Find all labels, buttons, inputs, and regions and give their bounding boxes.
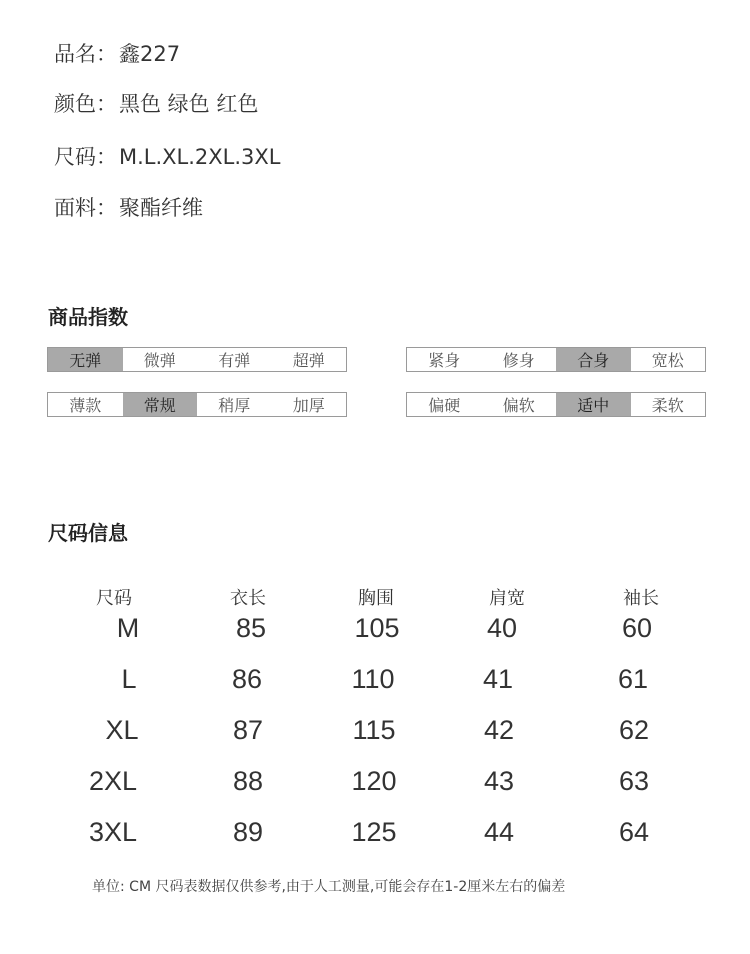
table-cell: 3XL	[88, 817, 138, 847]
scale-option: 柔软	[651, 396, 684, 415]
table-cell: 105	[354, 613, 400, 643]
elasticity-scale	[47, 347, 347, 372]
table-cell: 125	[351, 817, 397, 847]
table-cell: 42	[483, 715, 515, 745]
table-cell: XL	[105, 715, 139, 745]
shoulder-header: 肩宽	[489, 588, 525, 609]
info-label: 颜色：	[54, 92, 117, 116]
info-row-fabric	[54, 192, 203, 222]
table-cell: 43	[483, 766, 515, 796]
scale-option: 偏软	[502, 396, 535, 415]
table-cell: L	[121, 664, 137, 694]
info-value: 黑色 绿色 红色	[119, 92, 259, 116]
sleeve-header: 袖长	[623, 588, 659, 609]
table-cell: 62	[618, 715, 650, 745]
scale-option: 无弹	[48, 348, 123, 371]
scale-option: 薄款	[69, 396, 102, 415]
info-label: 尺码：	[54, 145, 117, 169]
fit-scale	[406, 347, 706, 372]
table-cell: 89	[232, 817, 264, 847]
table-cell: 44	[483, 817, 515, 847]
scale-option: 偏硬	[428, 396, 461, 415]
info-row-name	[54, 38, 180, 68]
table-cell: 64	[618, 817, 650, 847]
size-section-title: 尺码信息	[48, 521, 128, 545]
info-value: 鑫227	[119, 42, 181, 66]
scale-option: 紧身	[428, 351, 461, 370]
table-cell: 41	[482, 664, 514, 694]
table-cell: 120	[351, 766, 397, 796]
scale-option: 加厚	[292, 396, 325, 415]
scale-option: 有弹	[218, 351, 251, 370]
info-value: M.L.XL.2XL.3XL	[119, 145, 281, 169]
size-header: 尺码	[96, 588, 132, 609]
table-cell: 110	[351, 664, 395, 694]
info-label: 面料：	[54, 196, 117, 220]
table-cell: 63	[618, 766, 650, 796]
info-row-size	[54, 141, 281, 171]
scale-option: 微弹	[143, 351, 176, 370]
scale-option: 修身	[502, 351, 535, 370]
table-cell: M	[116, 613, 140, 643]
info-value: 聚酯纤维	[119, 196, 203, 220]
table-cell: 115	[352, 715, 396, 745]
length-header: 衣长	[230, 588, 266, 609]
table-cell: 86	[231, 664, 263, 694]
scale-option: 合身	[556, 348, 631, 371]
table-cell: 88	[232, 766, 264, 796]
table-cell: 87	[232, 715, 264, 745]
softness-scale	[406, 392, 706, 417]
scale-option: 常规	[123, 393, 198, 416]
scale-option: 宽松	[651, 351, 684, 370]
scale-option: 稍厚	[218, 396, 251, 415]
info-row-color	[54, 88, 258, 118]
thickness-scale	[47, 392, 347, 417]
chest-header: 胸围	[358, 588, 394, 609]
table-cell: 85	[235, 613, 267, 643]
table-cell: 60	[621, 613, 653, 643]
scale-option: 适中	[556, 393, 631, 416]
index-section-title: 商品指数	[48, 305, 128, 329]
table-cell: 61	[617, 664, 649, 694]
table-cell: 2XL	[88, 766, 138, 796]
scale-option: 超弹	[292, 351, 325, 370]
table-cell: 40	[486, 613, 518, 643]
info-label: 品名：	[54, 42, 117, 66]
measurement-note: 单位: CM 尺码表数据仅供参考,由于人工测量,可能会存在1-2厘米左右的偏差	[92, 879, 566, 895]
